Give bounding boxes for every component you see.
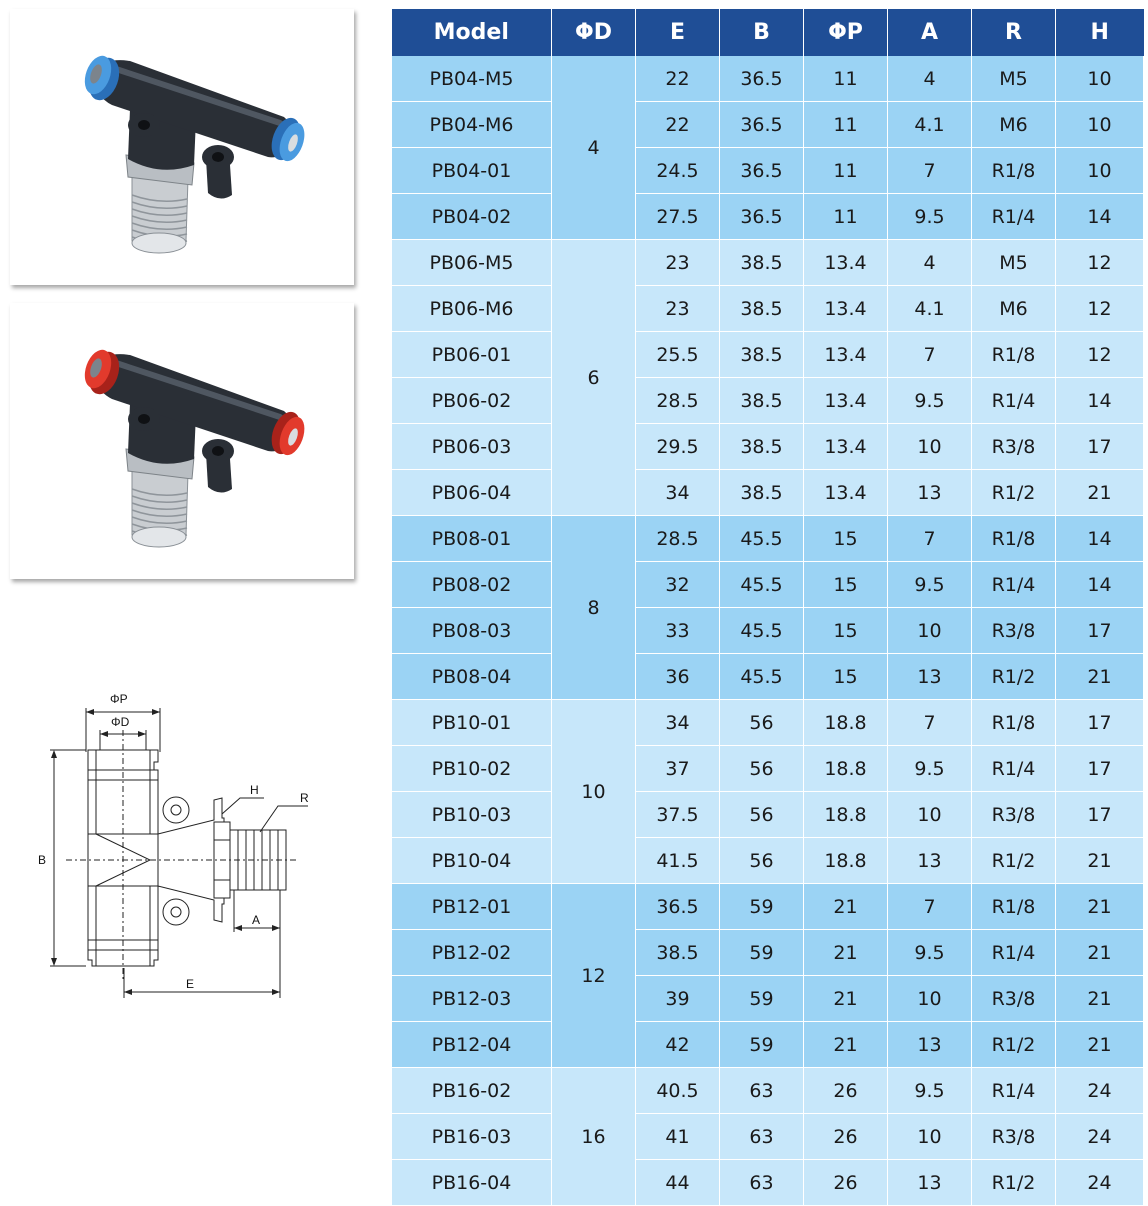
e-cell: 36: [636, 654, 720, 700]
h-cell: 12: [1056, 286, 1144, 332]
mount-hole-left: [138, 120, 150, 130]
r-cell: R1/4: [972, 930, 1056, 976]
phi-p-cell: 11: [804, 56, 888, 102]
model-cell: PB08-01: [392, 516, 552, 562]
h-cell: 24: [1056, 1160, 1144, 1206]
table-row: [392, 700, 1144, 746]
r-cell: R1/2: [972, 1160, 1056, 1206]
table-row: [392, 1022, 1144, 1068]
h-cell: 21: [1056, 976, 1144, 1022]
table-row: [392, 930, 1144, 976]
ear-tab: [206, 159, 232, 199]
phi-p-cell: 15: [804, 516, 888, 562]
h-cell: 17: [1056, 700, 1144, 746]
b-cell: 45.5: [720, 516, 804, 562]
a-cell: 10: [888, 792, 972, 838]
h-cell: 12: [1056, 240, 1144, 286]
diameter-cell: 4: [552, 56, 636, 240]
h-cell: 10: [1056, 102, 1144, 148]
model-cell: PB10-01: [392, 700, 552, 746]
h-cell: 14: [1056, 378, 1144, 424]
model-cell: PB12-01: [392, 884, 552, 930]
phi-p-cell: 15: [804, 608, 888, 654]
b-cell: 59: [720, 884, 804, 930]
table-row: [392, 240, 1144, 286]
e-cell: 28.5: [636, 516, 720, 562]
a-cell: 13: [888, 654, 972, 700]
r-cell: R1/4: [972, 1068, 1056, 1114]
a-cell: 9.5: [888, 378, 972, 424]
table-header-row: [392, 9, 1144, 56]
b-cell: 63: [720, 1160, 804, 1206]
a-cell: 9.5: [888, 562, 972, 608]
r-cell: R3/8: [972, 424, 1056, 470]
r-cell: R1/2: [972, 470, 1056, 516]
table-row: [392, 608, 1144, 654]
table-row: [392, 332, 1144, 378]
header-h: H: [1056, 9, 1144, 56]
e-cell: 33: [636, 608, 720, 654]
table-row: [392, 792, 1144, 838]
model-cell: PB12-03: [392, 976, 552, 1022]
phi-p-cell: 21: [804, 884, 888, 930]
table-row: [392, 286, 1144, 332]
h-cell: 14: [1056, 562, 1144, 608]
technical-drawing-svg: [38, 690, 309, 994]
r-cell: R3/8: [972, 608, 1056, 654]
phi-p-label: ΦP: [110, 692, 128, 706]
a-label: A: [252, 913, 261, 927]
table-row: [392, 838, 1144, 884]
table-row: [392, 102, 1144, 148]
product-photo-red: [10, 303, 354, 579]
b-cell: 56: [720, 838, 804, 884]
model-cell: PB04-M5: [392, 56, 552, 102]
a-cell: 10: [888, 1114, 972, 1160]
e-cell: 40.5: [636, 1068, 720, 1114]
header-model: Model: [392, 9, 552, 56]
model-cell: PB04-M6: [392, 102, 552, 148]
r-cell: R1/2: [972, 654, 1056, 700]
h-cell: 17: [1056, 424, 1144, 470]
model-cell: PB06-02: [392, 378, 552, 424]
r-cell: R1/4: [972, 746, 1056, 792]
diameter-cell: 10: [552, 700, 636, 884]
mount-hole-left: [138, 414, 150, 424]
stem-opening: [132, 527, 186, 547]
b-cell: 36.5: [720, 148, 804, 194]
r-cell: R3/8: [972, 976, 1056, 1022]
e-cell: 41.5: [636, 838, 720, 884]
e-cell: 23: [636, 286, 720, 332]
b-cell: 45.5: [720, 608, 804, 654]
phi-p-cell: 13.4: [804, 470, 888, 516]
phi-p-cell: 26: [804, 1068, 888, 1114]
diameter-cell: 16: [552, 1068, 636, 1206]
h-cell: 24: [1056, 1114, 1144, 1160]
phi-p-cell: 15: [804, 562, 888, 608]
h-cell: 21: [1056, 1022, 1144, 1068]
diameter-cell: 6: [552, 240, 636, 516]
phi-p-cell: 11: [804, 194, 888, 240]
model-cell: PB08-03: [392, 608, 552, 654]
phi-p-cell: 18.8: [804, 838, 888, 884]
model-cell: PB04-02: [392, 194, 552, 240]
h-cell: 21: [1056, 470, 1144, 516]
phi-p-cell: 13.4: [804, 378, 888, 424]
h-cell: 14: [1056, 516, 1144, 562]
header-b: B: [720, 9, 804, 56]
phi-p-cell: 18.8: [804, 700, 888, 746]
r-cell: R1/4: [972, 378, 1056, 424]
a-cell: 13: [888, 1160, 972, 1206]
r-cell: R1/4: [972, 194, 1056, 240]
e-cell: 37: [636, 746, 720, 792]
e-cell: 34: [636, 700, 720, 746]
b-cell: 38.5: [720, 332, 804, 378]
table-row: [392, 562, 1144, 608]
a-cell: 4: [888, 240, 972, 286]
h-cell: 21: [1056, 838, 1144, 884]
e-cell: 38.5: [636, 930, 720, 976]
a-cell: 13: [888, 838, 972, 884]
e-cell: 41: [636, 1114, 720, 1160]
h-cell: 21: [1056, 930, 1144, 976]
phi-p-cell: 13.4: [804, 286, 888, 332]
header-a: A: [888, 9, 972, 56]
h-cell: 24: [1056, 1068, 1144, 1114]
e-cell: 42: [636, 1022, 720, 1068]
model-cell: PB10-03: [392, 792, 552, 838]
table-row: [392, 1114, 1144, 1160]
b-cell: 38.5: [720, 470, 804, 516]
table-row: [392, 746, 1144, 792]
e-cell: 29.5: [636, 424, 720, 470]
h-cell: 21: [1056, 654, 1144, 700]
model-cell: PB06-01: [392, 332, 552, 378]
e-cell: 34: [636, 470, 720, 516]
e-cell: 27.5: [636, 194, 720, 240]
e-cell: 23: [636, 240, 720, 286]
a-cell: 10: [888, 424, 972, 470]
e-cell: 32: [636, 562, 720, 608]
table-row: [392, 1068, 1144, 1114]
b-cell: 45.5: [720, 654, 804, 700]
b-label: B: [38, 853, 47, 867]
b-cell: 59: [720, 1022, 804, 1068]
b-cell: 59: [720, 930, 804, 976]
model-cell: PB06-M5: [392, 240, 552, 286]
b-cell: 63: [720, 1114, 804, 1160]
model-cell: PB10-04: [392, 838, 552, 884]
r-cell: R1/8: [972, 332, 1056, 378]
a-cell: 4.1: [888, 286, 972, 332]
table-row: [392, 884, 1144, 930]
h-cell: 21: [1056, 884, 1144, 930]
r-cell: M5: [972, 240, 1056, 286]
specification-table: [391, 9, 1144, 1206]
model-cell: PB10-02: [392, 746, 552, 792]
h-cell: 10: [1056, 148, 1144, 194]
table-row: [392, 470, 1144, 516]
table-row: [392, 378, 1144, 424]
a-cell: 7: [888, 148, 972, 194]
phi-p-cell: 26: [804, 1160, 888, 1206]
e-cell: 28.5: [636, 378, 720, 424]
e-cell: 44: [636, 1160, 720, 1206]
r-cell: M5: [972, 56, 1056, 102]
e-label: E: [186, 977, 195, 991]
phi-p-cell: 21: [804, 930, 888, 976]
r-cell: M6: [972, 286, 1056, 332]
r-cell: R1/2: [972, 838, 1056, 884]
model-cell: PB12-04: [392, 1022, 552, 1068]
mount-hole-right: [212, 152, 224, 162]
table-row: [392, 194, 1144, 240]
h-cell: 14: [1056, 194, 1144, 240]
r-label: R: [300, 791, 309, 805]
table-row: [392, 148, 1144, 194]
r-cell: M6: [972, 102, 1056, 148]
model-cell: PB06-M6: [392, 286, 552, 332]
a-cell: 9.5: [888, 1068, 972, 1114]
mount-hole-right: [212, 446, 224, 456]
e-cell: 36.5: [636, 884, 720, 930]
a-cell: 7: [888, 332, 972, 378]
model-cell: PB08-04: [392, 654, 552, 700]
phi-p-cell: 11: [804, 102, 888, 148]
header-r: R: [972, 9, 1056, 56]
r-cell: R1/2: [972, 1022, 1056, 1068]
diameter-cell: 12: [552, 884, 636, 1068]
phi-p-cell: 18.8: [804, 746, 888, 792]
h-cell: 17: [1056, 608, 1144, 654]
h-cell: 17: [1056, 746, 1144, 792]
a-cell: 13: [888, 470, 972, 516]
b-cell: 36.5: [720, 56, 804, 102]
phi-p-cell: 13.4: [804, 332, 888, 378]
b-cell: 63: [720, 1068, 804, 1114]
stem-opening: [132, 233, 186, 253]
b-cell: 36.5: [720, 102, 804, 148]
model-cell: PB06-03: [392, 424, 552, 470]
model-cell: PB08-02: [392, 562, 552, 608]
b-cell: 56: [720, 746, 804, 792]
diameter-cell: 8: [552, 516, 636, 700]
header-phi-p: ΦP: [804, 9, 888, 56]
b-cell: 38.5: [720, 286, 804, 332]
header-phi-d: ΦD: [552, 9, 636, 56]
table-row: [392, 1160, 1144, 1206]
r-cell: R3/8: [972, 1114, 1056, 1160]
phi-p-cell: 18.8: [804, 792, 888, 838]
phi-p-cell: 21: [804, 976, 888, 1022]
b-cell: 38.5: [720, 424, 804, 470]
h-cell: 10: [1056, 56, 1144, 102]
a-cell: 4.1: [888, 102, 972, 148]
a-cell: 9.5: [888, 194, 972, 240]
b-cell: 45.5: [720, 562, 804, 608]
phi-d-label: ΦD: [111, 715, 130, 729]
model-cell: PB06-04: [392, 470, 552, 516]
model-cell: PB16-02: [392, 1068, 552, 1114]
table-row: [392, 424, 1144, 470]
model-cell: PB16-04: [392, 1160, 552, 1206]
b-cell: 38.5: [720, 240, 804, 286]
phi-p-cell: 26: [804, 1114, 888, 1160]
h-cell: 12: [1056, 332, 1144, 378]
blue-tee-fitting-image: [10, 9, 354, 285]
header-e: E: [636, 9, 720, 56]
table-row: [392, 976, 1144, 1022]
e-cell: 25.5: [636, 332, 720, 378]
b-cell: 59: [720, 976, 804, 1022]
table-row: [392, 654, 1144, 700]
r-cell: R3/8: [972, 792, 1056, 838]
ear-tab: [206, 453, 232, 493]
phi-p-cell: 21: [804, 1022, 888, 1068]
h-label: H: [250, 783, 259, 797]
model-cell: PB12-02: [392, 930, 552, 976]
phi-p-cell: 11: [804, 148, 888, 194]
model-cell: PB16-03: [392, 1114, 552, 1160]
b-cell: 56: [720, 792, 804, 838]
dimension-drawing: [38, 690, 309, 994]
table-row: [392, 56, 1144, 102]
phi-p-cell: 13.4: [804, 424, 888, 470]
r-cell: R1/8: [972, 516, 1056, 562]
table-body: [392, 56, 1144, 1206]
h-cell: 17: [1056, 792, 1144, 838]
b-cell: 36.5: [720, 194, 804, 240]
a-cell: 7: [888, 884, 972, 930]
table-row: [392, 516, 1144, 562]
a-cell: 4: [888, 56, 972, 102]
a-cell: 13: [888, 1022, 972, 1068]
e-cell: 24.5: [636, 148, 720, 194]
e-cell: 22: [636, 102, 720, 148]
a-cell: 9.5: [888, 930, 972, 976]
phi-p-cell: 15: [804, 654, 888, 700]
r-cell: R1/8: [972, 884, 1056, 930]
phi-p-cell: 13.4: [804, 240, 888, 286]
b-cell: 38.5: [720, 378, 804, 424]
product-photo-blue: [10, 9, 354, 285]
b-cell: 56: [720, 700, 804, 746]
r-cell: R1/8: [972, 700, 1056, 746]
e-cell: 37.5: [636, 792, 720, 838]
e-cell: 39: [636, 976, 720, 1022]
a-cell: 10: [888, 976, 972, 1022]
r-cell: R1/8: [972, 148, 1056, 194]
a-cell: 7: [888, 700, 972, 746]
r-cell: R1/4: [972, 562, 1056, 608]
red-tee-fitting-image: [10, 303, 354, 579]
e-cell: 22: [636, 56, 720, 102]
model-cell: PB04-01: [392, 148, 552, 194]
a-cell: 7: [888, 516, 972, 562]
a-cell: 10: [888, 608, 972, 654]
a-cell: 9.5: [888, 746, 972, 792]
